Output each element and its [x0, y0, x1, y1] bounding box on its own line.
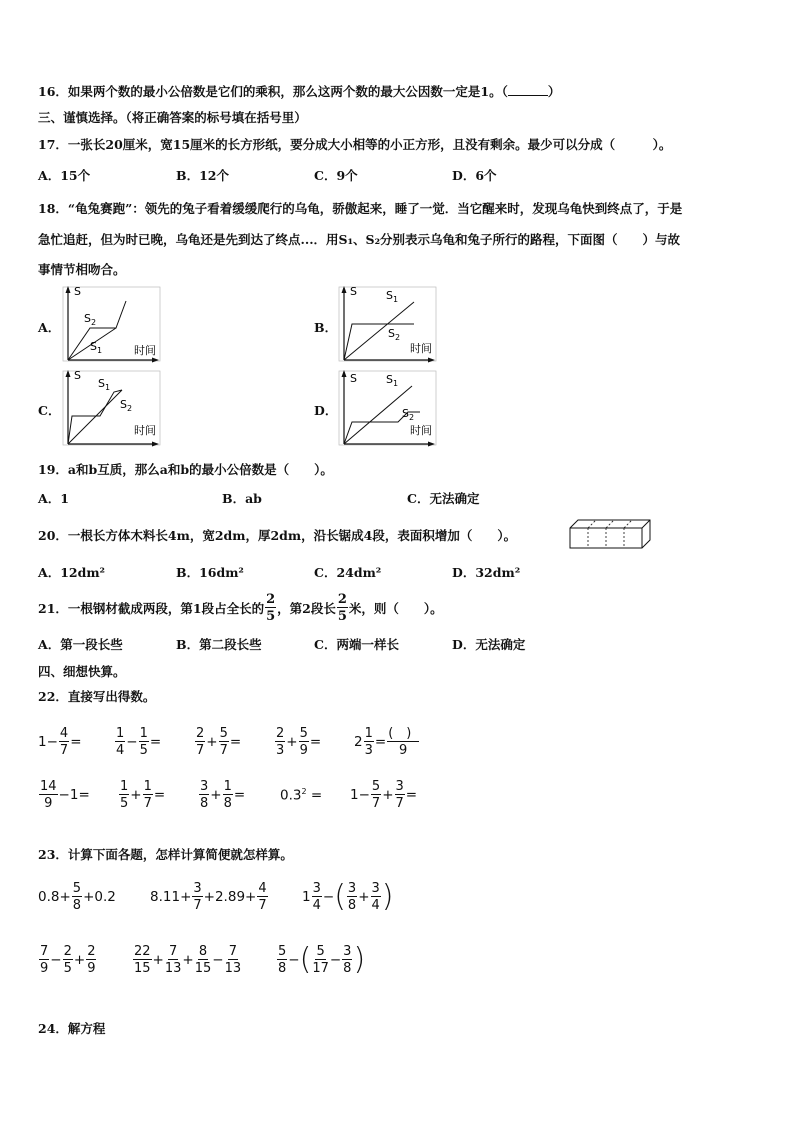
- question-18-line1: 18．“龟兔赛跑”：领先的兔子看着缓缓爬行的乌龟，骄傲起来，睡了一觉．当它醒来时，发现乌龟快到终点了，于是: [38, 201, 683, 216]
- expr-22-4: $\frac{2}{3}$ + $\frac{5}{9}$ =: [276, 726, 322, 758]
- q21-option-b[interactable]: B．第二段长些: [176, 637, 262, 652]
- expr-23-3: 1 $\frac{3}{4}$ − ( $\frac{3}{8}$ + $\frac{3}{4}$ ): [302, 879, 394, 914]
- svg-text:时间: 时间: [410, 424, 432, 437]
- expr-23-5: $\frac{22}{15}$ + $\frac{7}{13}$ + $\frac{8}{15}$ − $\frac{7}{13}$: [134, 944, 242, 976]
- question-17: 17．一张长20厘米，宽15厘米的长方形纸，要分成大小相等的小正方形，且没有剩余。最少可以分成（ ）。: [38, 137, 672, 152]
- graph-a-label[interactable]: A．: [38, 320, 61, 335]
- svg-text:时间: 时间: [134, 424, 156, 437]
- svg-text:S1: $S_1$: [386, 289, 399, 304]
- q17-option-c[interactable]: C．9个: [314, 168, 358, 183]
- answer-blank[interactable]: [508, 83, 548, 96]
- svg-text:S1: $S_1$: [90, 340, 103, 355]
- q20-option-d[interactable]: D．32dm²: [452, 565, 521, 580]
- expr-22-7: $\frac{1}{5}$ + $\frac{1}{7}$ =: [120, 779, 166, 811]
- graph-c-label[interactable]: C．: [38, 403, 61, 418]
- question-19: 19．a和b互质，那么a和b的最小公倍数是（ ）。: [38, 462, 333, 477]
- expr-22-2: $\frac{1}{4}$ − $\frac{1}{5}$ =: [116, 726, 162, 758]
- expr-22-5: 2 $\frac{1}{3}$ = $\frac{( )}{9}$: [354, 720, 420, 764]
- wood-block-figure: [568, 518, 654, 550]
- graph-b: [338, 284, 442, 364]
- svg-text:S: S: [74, 285, 81, 298]
- fraction: $\frac{2}{5}$: [266, 592, 276, 624]
- q19-option-a[interactable]: A．1: [38, 491, 69, 506]
- q17-option-a[interactable]: A．15个: [38, 168, 91, 183]
- question-18-line3: 事情节相吻合。: [38, 262, 126, 277]
- q19-option-b[interactable]: B．ab: [222, 491, 262, 506]
- svg-text:S2: $S_2$: [120, 398, 133, 413]
- expr-22-6: $\frac{14}{9}$ − 1 =: [40, 779, 90, 811]
- question-16: 16．如果两个数的最小公倍数是它们的乘积，那么这两个数的最大公因数一定是1。（ ）: [38, 84, 561, 99]
- q20-option-b[interactable]: B．16dm²: [176, 565, 244, 580]
- q16-text: 16．如果两个数的最小公倍数是它们的乘积，那么这两个数的最大公因数一定是1。（: [38, 84, 508, 99]
- svg-text:S1: $S_1$: [386, 373, 399, 388]
- graph-a: [62, 284, 166, 364]
- q21-option-a[interactable]: A．第一段长些: [38, 637, 123, 652]
- question-24-title: 24．解方程: [38, 1021, 106, 1036]
- svg-text:S: S: [74, 369, 81, 382]
- q17-option-d[interactable]: D．6个: [452, 168, 497, 183]
- fraction: $\frac{2}{5}$: [337, 592, 347, 624]
- section-3-heading: 三、谨慎选择。（将正确答案的标号填在括号里）: [38, 110, 307, 125]
- q20-option-a[interactable]: A．12dm²: [38, 565, 106, 580]
- svg-text:S: S: [350, 372, 357, 385]
- expr-23-2: 8.11 + $\frac{3}{7}$ + 2.89 + $\frac{4}{7}$: [150, 881, 267, 913]
- q21-option-c[interactable]: C．两端一样长: [314, 637, 399, 652]
- svg-text:S2: $S_2$: [84, 312, 97, 327]
- svg-text:时间: 时间: [134, 344, 156, 357]
- question-20: 20．一根长方体木料长4m，宽2dm，厚2dm，沿长锯成4段，表面积增加（ ）。: [38, 528, 517, 543]
- expr-22-10: 1 − $\frac{5}{7}$ + $\frac{3}{7}$ =: [350, 779, 418, 811]
- section-4-heading: 四、细想快算。: [38, 664, 126, 679]
- expr-22-1: 1 − $\frac{4}{7}$ =: [38, 726, 82, 758]
- question-18-line2: 急忙追赶，但为时已晚，乌龟还是先到达了终点...．用S₁、S₂分别表示乌龟和兔子所行的路程，下面图（ ）与故: [38, 232, 681, 247]
- expr-23-6: $\frac{5}{8}$ − ( $\frac{5}{17}$ − $\frac{3}{8}$ ): [278, 942, 366, 977]
- expr-22-9: $0.3^2$ =: [280, 787, 323, 804]
- q21-option-d[interactable]: D．无法确定: [452, 637, 526, 652]
- svg-text:S: S: [350, 285, 357, 298]
- expr-23-1: 0.8 + $\frac{5}{8}$ + 0.2: [38, 881, 116, 913]
- expr-22-3: $\frac{2}{7}$ + $\frac{5}{7}$ =: [196, 726, 242, 758]
- svg-text:S2: $S_2$: [388, 327, 401, 342]
- graph-c: [62, 368, 166, 448]
- answer-fraction[interactable]: $\frac{( )}{9}$: [387, 727, 419, 757]
- question-21: 21．一根钢材截成两段，第1段占全长的 $\frac{2}{5}$ ，第2段长 $\frac{2}{5}$ 米，则（ ）。: [38, 592, 443, 624]
- q19-option-c[interactable]: C．无法确定: [407, 491, 480, 506]
- question-23-title: 23．计算下面各题，怎样计算简便就怎样算。: [38, 847, 293, 862]
- q17-option-b[interactable]: B．12个: [176, 168, 229, 183]
- svg-text:S1: $S_1$: [98, 377, 111, 392]
- q20-option-c[interactable]: C．24dm²: [314, 565, 382, 580]
- graph-b-label[interactable]: B．: [314, 320, 338, 335]
- expr-22-8: $\frac{3}{8}$ + $\frac{1}{8}$ =: [200, 779, 246, 811]
- graph-d-label[interactable]: D．: [314, 403, 338, 418]
- svg-text:时间: 时间: [410, 342, 432, 355]
- graph-d: [338, 368, 442, 448]
- question-22-title: 22．直接写出得数。: [38, 689, 156, 704]
- svg-text:S2: $S_2$: [402, 407, 415, 422]
- expr-23-4: $\frac{7}{9}$ − $\frac{2}{5}$ + $\frac{2}{9}$: [40, 944, 96, 976]
